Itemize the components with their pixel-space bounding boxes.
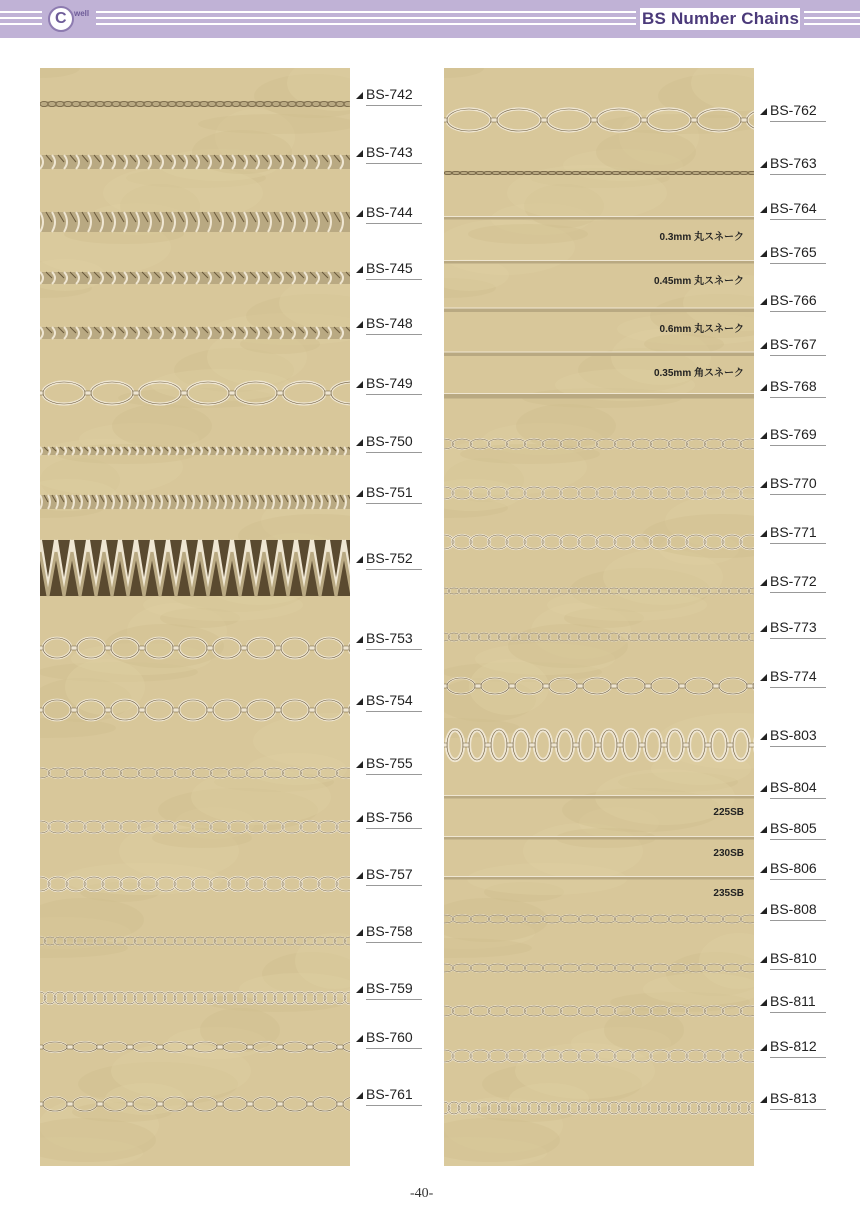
chain-code: BS-806 [770, 860, 817, 876]
header-band [0, 0, 860, 38]
chain-code: BS-767 [770, 336, 817, 352]
chain-code: BS-803 [770, 727, 817, 743]
label-underline [770, 638, 826, 639]
chain-code: BS-770 [770, 475, 817, 491]
label-underline [366, 649, 422, 650]
chain-code-label [356, 630, 413, 646]
label-underline [770, 592, 826, 593]
chain-sample [444, 217, 754, 220]
pointer-triangle-icon [356, 986, 363, 993]
label-underline [770, 969, 826, 970]
label-underline [366, 828, 422, 829]
chain-code: BS-745 [366, 260, 413, 276]
chain-code: BS-753 [366, 630, 413, 646]
chain-code: BS-808 [770, 901, 817, 917]
chain-code-label [760, 668, 817, 684]
chain-spec-note: 0.3mm 丸スネーク [659, 232, 744, 243]
chain-sample [444, 915, 754, 923]
chain-sample [40, 327, 350, 339]
label-underline [770, 355, 826, 356]
label-underline [366, 1105, 422, 1106]
chain-sample [444, 837, 754, 840]
chain-code: BS-755 [366, 755, 413, 771]
chain-code: BS-804 [770, 779, 817, 795]
label-underline [366, 774, 422, 775]
pointer-triangle-icon [760, 733, 767, 740]
chain-code-label [760, 200, 817, 216]
chain-code: BS-764 [770, 200, 817, 216]
chain-spec-note: 225SB [713, 807, 744, 818]
label-underline [770, 746, 826, 747]
chain-code-label [760, 779, 817, 795]
pointer-triangle-icon [760, 907, 767, 914]
chain-code-label [760, 524, 817, 540]
label-underline [770, 879, 826, 880]
chain-code: BS-756 [366, 809, 413, 825]
pointer-triangle-icon [760, 432, 767, 439]
chain-code-label [356, 144, 413, 160]
chain-code: BS-758 [366, 923, 413, 939]
label-underline [770, 397, 826, 398]
chain-code-label [760, 155, 817, 171]
chain-code: BS-759 [366, 980, 413, 996]
label-underline [366, 394, 422, 395]
header-stripe [96, 11, 636, 13]
chain-code-label [760, 1090, 817, 1106]
chain-code: BS-743 [366, 144, 413, 160]
pointer-triangle-icon [356, 439, 363, 446]
section-title: BS Number Chains [642, 9, 800, 28]
pointer-triangle-icon [356, 872, 363, 879]
chain-code: BS-768 [770, 378, 817, 394]
chain-code-label [760, 336, 817, 352]
chain-code-label [356, 315, 413, 331]
chain-code-label [356, 980, 413, 996]
chain-sample [40, 937, 350, 945]
pointer-triangle-icon [760, 342, 767, 349]
section-title-box [640, 8, 800, 30]
header-stripe [96, 17, 636, 19]
pointer-triangle-icon [760, 206, 767, 213]
chain-sample [444, 1050, 754, 1062]
chain-code: BS-805 [770, 820, 817, 836]
chain-code: BS-774 [770, 668, 817, 684]
pointer-triangle-icon [760, 384, 767, 391]
label-underline [770, 174, 826, 175]
chain-sample [40, 447, 350, 455]
chain-code-label [760, 1038, 817, 1054]
chain-sample [40, 212, 350, 232]
pointer-triangle-icon [356, 490, 363, 497]
chain-code-label [760, 475, 817, 491]
chain-code: BS-751 [366, 484, 413, 500]
brand-logo-text: well [74, 9, 90, 18]
chain-code-label [760, 426, 817, 442]
chain-code-label [760, 993, 816, 1009]
label-underline [366, 999, 422, 1000]
pointer-triangle-icon [356, 1092, 363, 1099]
chain-sample [40, 877, 350, 891]
pointer-triangle-icon [760, 999, 767, 1006]
chain-code-label [356, 204, 413, 220]
chain-code: BS-757 [366, 866, 413, 882]
label-underline [770, 687, 826, 688]
chain-spec-note: 235SB [713, 888, 744, 899]
header-stripe [0, 17, 42, 19]
pointer-triangle-icon [356, 929, 363, 936]
chain-spec-note: 0.45mm 丸スネーク [653, 276, 744, 287]
chain-code-label [760, 573, 817, 589]
label-underline [366, 503, 422, 504]
chain-code-label [760, 292, 817, 308]
chain-code: BS-762 [770, 102, 817, 118]
chain-spec-note: 0.35mm 角スネーク [653, 368, 744, 379]
chain-code-label [356, 866, 413, 882]
chain-sample [40, 992, 350, 1004]
label-underline [770, 1057, 826, 1058]
chain-code: BS-760 [366, 1029, 413, 1045]
chain-code: BS-769 [770, 426, 817, 442]
chain-sample [444, 487, 754, 499]
pointer-triangle-icon [760, 108, 767, 115]
chain-code: BS-766 [770, 292, 817, 308]
chain-code: BS-752 [366, 550, 413, 566]
label-underline [366, 452, 422, 453]
chain-code: BS-765 [770, 244, 817, 260]
chain-photo-panel-left [40, 68, 350, 1166]
chain-code-label [760, 102, 817, 118]
chain-code-label [356, 375, 413, 391]
pointer-triangle-icon [356, 210, 363, 217]
chain-sample [444, 352, 754, 356]
header-stripe [804, 17, 860, 19]
label-underline [770, 798, 826, 799]
label-underline [770, 494, 826, 495]
chain-code: BS-749 [366, 375, 413, 391]
chain-code-label [356, 260, 413, 276]
pointer-triangle-icon [356, 698, 363, 705]
chain-code: BS-763 [770, 155, 817, 171]
pointer-triangle-icon [356, 321, 363, 328]
pointer-triangle-icon [760, 1044, 767, 1051]
label-underline [366, 569, 422, 570]
label-underline [770, 219, 826, 220]
pointer-triangle-icon [356, 381, 363, 388]
label-underline [770, 1109, 826, 1110]
label-underline [366, 279, 422, 280]
chain-sample [40, 272, 350, 284]
pointer-triangle-icon [760, 161, 767, 168]
label-underline [366, 105, 422, 106]
chain-code: BS-810 [770, 950, 817, 966]
chain-code-label [356, 692, 413, 708]
chain-code-label [760, 619, 817, 635]
chain-code-label [356, 809, 413, 825]
pointer-triangle-icon [760, 579, 767, 586]
chain-sample [444, 1102, 754, 1114]
header-stripe [0, 23, 42, 25]
pointer-triangle-icon [760, 481, 767, 488]
label-underline [770, 543, 826, 544]
chain-code-label [356, 923, 413, 939]
page-number: -40- [410, 1186, 434, 1201]
chain-sample [40, 155, 350, 169]
pointer-triangle-icon [760, 956, 767, 963]
label-underline [770, 1012, 826, 1013]
pointer-triangle-icon [760, 298, 767, 305]
label-underline [366, 163, 422, 164]
chain-code: BS-744 [366, 204, 413, 220]
chain-code: BS-811 [770, 993, 816, 1009]
label-underline [770, 311, 826, 312]
label-underline [770, 920, 826, 921]
pointer-triangle-icon [356, 92, 363, 99]
chain-code-label [356, 433, 413, 449]
chain-sample [444, 171, 754, 175]
chain-sample [444, 796, 754, 799]
header-stripe [96, 23, 636, 25]
chain-code-label [356, 755, 413, 771]
pointer-triangle-icon [356, 761, 363, 768]
label-underline [366, 1048, 422, 1049]
pointer-triangle-icon [760, 1096, 767, 1103]
chain-code: BS-772 [770, 573, 817, 589]
pointer-triangle-icon [760, 674, 767, 681]
chain-sample [40, 540, 350, 596]
label-underline [366, 885, 422, 886]
pointer-triangle-icon [356, 556, 363, 563]
chain-sample [444, 877, 754, 880]
chain-code: BS-773 [770, 619, 817, 635]
pointer-triangle-icon [760, 530, 767, 537]
pointer-triangle-icon [760, 250, 767, 257]
header-stripe [804, 23, 860, 25]
chain-sample [444, 394, 754, 399]
chain-code: BS-742 [366, 86, 413, 102]
header-stripe [804, 11, 860, 13]
chain-code: BS-812 [770, 1038, 817, 1054]
chain-code: BS-754 [366, 692, 413, 708]
chain-spec-note: 0.6mm 丸スネーク [659, 324, 744, 335]
pointer-triangle-icon [356, 815, 363, 822]
pointer-triangle-icon [356, 150, 363, 157]
pointer-triangle-icon [760, 625, 767, 632]
label-underline [366, 942, 422, 943]
chain-spec-note: 230SB [713, 848, 744, 859]
chain-code-label [760, 860, 817, 876]
chain-code-label [356, 484, 413, 500]
chain-code: BS-813 [770, 1090, 817, 1106]
chain-code: BS-750 [366, 433, 413, 449]
chain-code: BS-761 [366, 1086, 413, 1102]
chain-sample [444, 261, 754, 264]
chain-sample [444, 308, 754, 312]
chain-code-label [760, 727, 817, 743]
chain-code-label [356, 86, 413, 102]
chain-code-label [356, 550, 413, 566]
chain-code: BS-748 [366, 315, 413, 331]
label-underline [366, 711, 422, 712]
pointer-triangle-icon [356, 266, 363, 273]
pointer-triangle-icon [760, 866, 767, 873]
label-underline [366, 334, 422, 335]
chain-sample [40, 101, 350, 107]
chain-code-label [760, 244, 817, 260]
chain-photo-left [40, 68, 350, 1166]
label-underline [770, 121, 826, 122]
brand-logo: C [48, 6, 74, 32]
label-underline [770, 445, 826, 446]
chain-sample [40, 495, 350, 509]
chain-code: BS-771 [770, 524, 817, 540]
chain-code-label [356, 1029, 413, 1045]
pointer-triangle-icon [760, 785, 767, 792]
chain-code-label [760, 901, 817, 917]
chain-sample [40, 821, 350, 833]
chain-code-label [760, 950, 817, 966]
pointer-triangle-icon [760, 826, 767, 833]
chain-code-label [356, 1086, 413, 1102]
chain-code-label [760, 820, 817, 836]
label-underline [770, 839, 826, 840]
pointer-triangle-icon [356, 1035, 363, 1042]
chain-code-label [760, 378, 817, 394]
pointer-triangle-icon [356, 636, 363, 643]
label-underline [770, 263, 826, 264]
header-stripe [0, 11, 42, 13]
label-underline [366, 223, 422, 224]
